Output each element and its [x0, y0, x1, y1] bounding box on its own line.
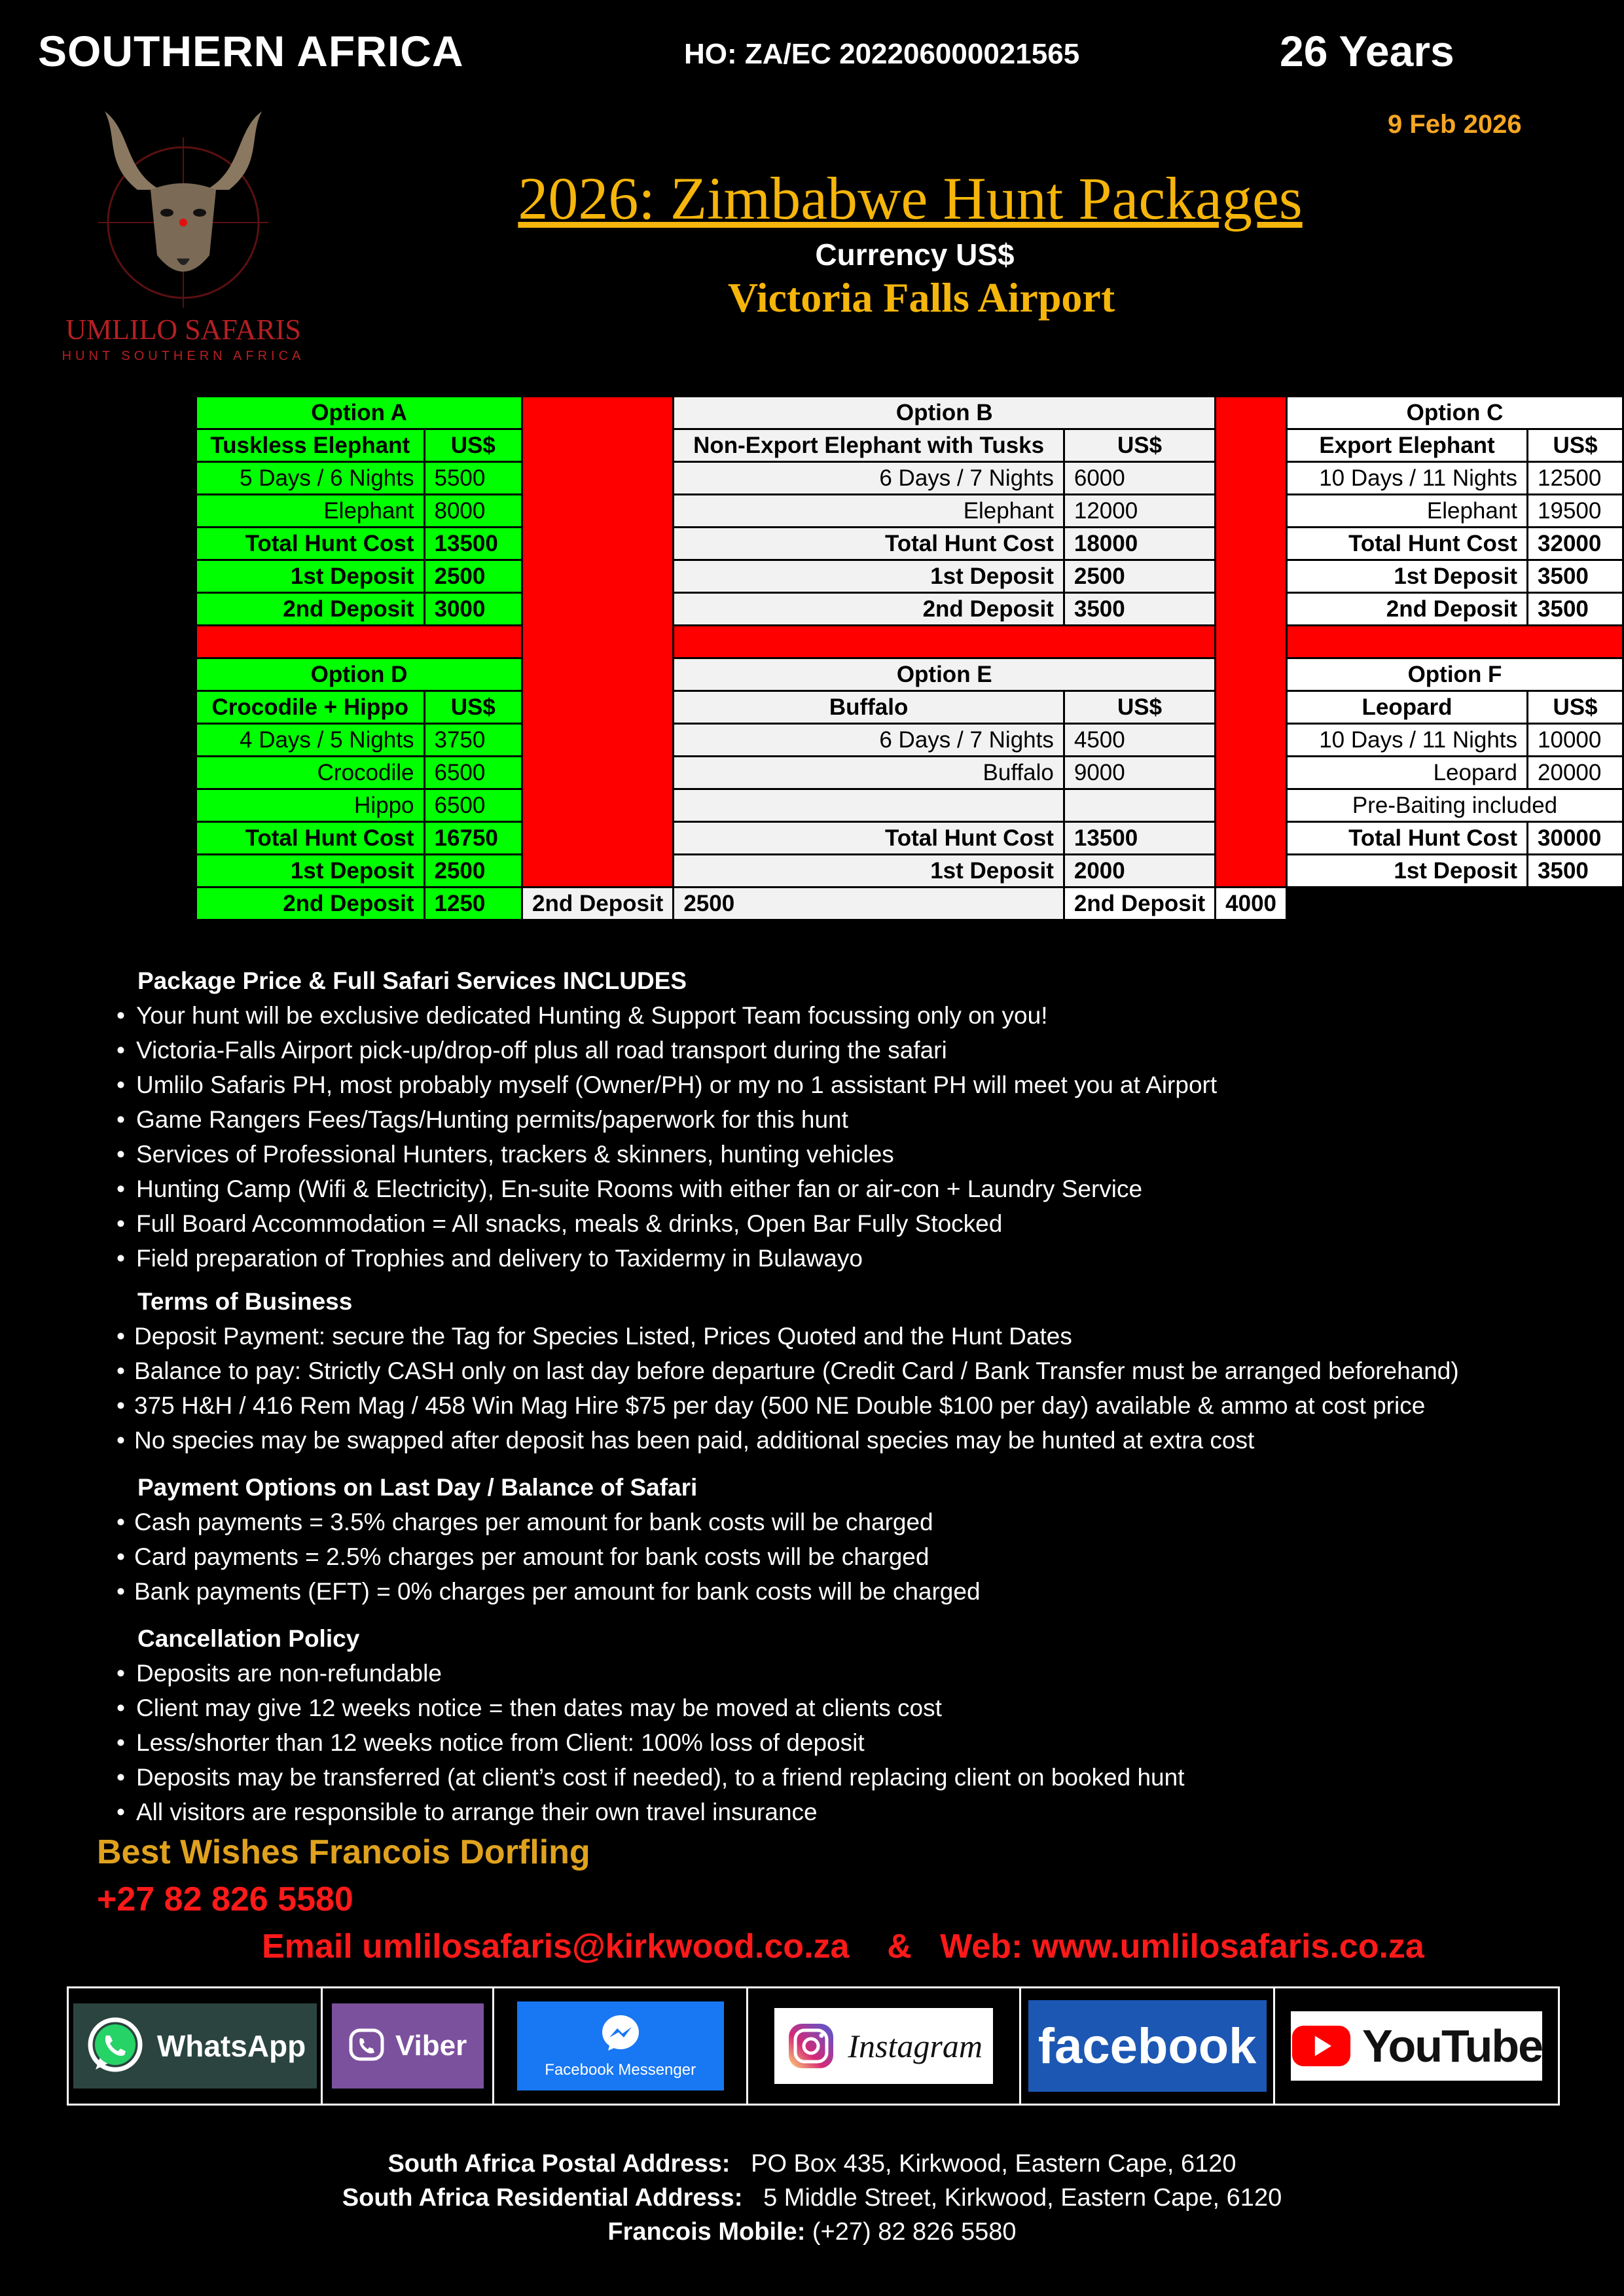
- option-e-currency: US$: [1064, 691, 1215, 724]
- youtube-label: YouTube: [1362, 2020, 1543, 2072]
- option-b-title: Option B: [674, 397, 1216, 429]
- mobile-line: [0, 2215, 1624, 2249]
- option-f-days: 10 Days / 11 Nights: [1287, 724, 1528, 757]
- cancellation-heading: Cancellation Policy: [137, 1625, 360, 1652]
- option-e-days-cost: 4500: [1064, 724, 1215, 757]
- terms-section: [39, 1284, 1610, 1458]
- youtube-play-icon: [1291, 2024, 1352, 2068]
- list-item: • Bank payments (EFT) = 0% charges per amount for bank costs will be charged: [39, 1574, 1584, 1609]
- option-d-days: 4 Days / 5 Nights: [196, 724, 425, 757]
- option-a-days-cost: 5500: [424, 462, 522, 495]
- red-spacer-row: [196, 626, 1623, 658]
- postal-value: PO Box 435, Kirkwood, Eastern Cape, 6120: [751, 2150, 1236, 2178]
- option-a-dep2-label: 2nd Deposit: [196, 593, 425, 626]
- packages-table: [195, 395, 1624, 921]
- option-b-days-cost: 6000: [1064, 462, 1215, 495]
- document-date: 9 Feb 2026: [1388, 110, 1522, 139]
- messenger-icon: [599, 2013, 642, 2056]
- list-item: • 375 H&H / 416 Rem Mag / 458 Win Mag Hire $75 per day (500 NE Double $100 per day) available & ammo at cost price: [39, 1388, 1610, 1423]
- option-d-dep2-label: 2nd Deposit: [196, 888, 425, 920]
- table-row: [196, 888, 1623, 920]
- airport-label: Victoria Falls Airport: [727, 274, 1115, 321]
- viber-cell[interactable]: [323, 1988, 494, 2104]
- ho-registration: HO: ZA/EC 202206000021565: [684, 38, 1080, 70]
- whatsapp-label: WhatsApp: [156, 2029, 306, 2063]
- option-d-days-cost: 3750: [424, 724, 522, 757]
- option-e-total-label: Total Hunt Cost: [674, 822, 1064, 855]
- option-f-title: Option F: [1287, 658, 1623, 691]
- viber-button[interactable]: [332, 2003, 484, 2089]
- list-item: • Balance to pay: Strictly CASH only on last day before departure (Credit Card / Bank Transfer must be arranged beforehand): [39, 1354, 1610, 1388]
- includes-heading: Package Price & Full Safari Services INCLUDES: [137, 967, 687, 994]
- email-web-line[interactable]: Email umlilosafaris@kirkwood.co.za & Web: www.umlilosafaris.co.za: [262, 1928, 1424, 1965]
- postal-label: South Africa Postal Address:: [388, 2150, 731, 2178]
- red-divider: [196, 626, 522, 658]
- includes-list: [39, 998, 1584, 1276]
- option-b-dep2-label: 2nd Deposit: [674, 593, 1064, 626]
- option-f-dep2: 4000: [1216, 888, 1287, 920]
- instagram-label: Instagram: [848, 2028, 983, 2064]
- signoff: Best Wishes Francois Dorfling: [97, 1833, 590, 1871]
- red-divider: [1287, 626, 1623, 658]
- years-heading: 26 Years: [1280, 27, 1454, 75]
- youtube-button[interactable]: [1291, 2011, 1542, 2081]
- list-item: • Victoria-Falls Airport pick-up/drop-off plus all road transport during the safari: [39, 1033, 1584, 1067]
- option-f-dep1-label: 1st Deposit: [1287, 855, 1528, 888]
- terms-heading: Terms of Business: [137, 1288, 353, 1315]
- option-a-days: 5 Days / 6 Nights: [196, 462, 425, 495]
- residential-label: South Africa Residential Address:: [342, 2184, 743, 2212]
- list-item: • Services of Professional Hunters, trackers & skinners, hunting vehicles: [39, 1137, 1584, 1172]
- option-b-currency: US$: [1064, 429, 1215, 462]
- option-e-dep1: 2000: [1064, 855, 1215, 888]
- option-e-days: 6 Days / 7 Nights: [674, 724, 1064, 757]
- red-divider: [522, 397, 674, 888]
- option-f-item: Leopard: [1287, 757, 1528, 789]
- option-d-dep1: 2500: [424, 855, 522, 888]
- table-row: [196, 495, 1623, 528]
- table-row: [196, 462, 1623, 495]
- table-row: [196, 822, 1623, 855]
- option-b-total-label: Total Hunt Cost: [674, 528, 1064, 560]
- option-f-item-cost: 20000: [1528, 757, 1623, 789]
- option-f-total-label: Total Hunt Cost: [1287, 822, 1528, 855]
- option-c-title: Option C: [1287, 397, 1623, 429]
- option-b-total: 18000: [1064, 528, 1215, 560]
- facebook-label: facebook: [1038, 2018, 1257, 2074]
- page-title: 2026: Zimbabwe Hunt Packages: [518, 165, 1303, 232]
- whatsapp-cell[interactable]: [69, 1988, 323, 2104]
- option-e-dep2: 2500: [674, 888, 1064, 920]
- whatsapp-icon: [84, 2015, 147, 2077]
- option-b-dep2: 3500: [1064, 593, 1215, 626]
- instagram-button[interactable]: [774, 2008, 993, 2084]
- option-a-item-cost: 8000: [424, 495, 522, 528]
- terms-list: [39, 1319, 1610, 1458]
- payment-heading: Payment Options on Last Day / Balance of Safari: [137, 1474, 698, 1501]
- option-b-item: Elephant: [674, 495, 1064, 528]
- option-d-item: Crocodile: [196, 757, 425, 789]
- option-a-total: 13500: [424, 528, 522, 560]
- option-c-item: Elephant: [1287, 495, 1528, 528]
- option-f-dep2-label: 2nd Deposit: [1064, 888, 1215, 920]
- option-b-dep1: 2500: [1064, 560, 1215, 593]
- option-e-empty: [1064, 789, 1215, 822]
- list-item: • Game Rangers Fees/Tags/Hunting permits/paperwork for this hunt: [39, 1102, 1584, 1137]
- list-item: • Card payments = 2.5% charges per amount for bank costs will be charged: [39, 1539, 1584, 1574]
- mobile-value[interactable]: (+27) 82 826 5580: [812, 2218, 1017, 2246]
- option-c-total: 32000: [1528, 528, 1623, 560]
- list-item: • Your hunt will be exclusive dedicated Hunting & Support Team focussing only on you!: [39, 998, 1584, 1033]
- viber-phone-icon: [348, 2028, 385, 2064]
- option-d-dep2: 1250: [424, 888, 522, 920]
- table-row: [196, 429, 1623, 462]
- option-e-dep2-label: 2nd Deposit: [522, 888, 674, 920]
- option-a-item: Elephant: [196, 495, 425, 528]
- option-d-species: Crocodile + Hippo: [196, 691, 425, 724]
- table-row: [196, 855, 1623, 888]
- footer-addresses: [0, 2147, 1624, 2249]
- option-c-item-cost: 19500: [1528, 495, 1623, 528]
- option-e-total: 13500: [1064, 822, 1215, 855]
- option-b-days: 6 Days / 7 Nights: [674, 462, 1064, 495]
- region-heading: SOUTHERN AFRICA: [38, 27, 464, 75]
- option-a-dep2: 3000: [424, 593, 522, 626]
- viber-label: Viber: [395, 2030, 467, 2062]
- payment-section: [39, 1470, 1584, 1609]
- option-c-currency: US$: [1528, 429, 1623, 462]
- list-item: • All visitors are responsible to arrange their own travel insurance: [39, 1795, 1584, 1829]
- option-c-days-cost: 12500: [1528, 462, 1623, 495]
- option-d-total: 16750: [424, 822, 522, 855]
- residential-address-line: [0, 2181, 1624, 2215]
- option-a-title: Option A: [196, 397, 522, 429]
- option-f-total: 30000: [1528, 822, 1623, 855]
- option-a-dep1-label: 1st Deposit: [196, 560, 425, 593]
- option-b-dep1-label: 1st Deposit: [674, 560, 1064, 593]
- red-divider: [674, 626, 1216, 658]
- option-c-dep2: 3500: [1528, 593, 1623, 626]
- option-c-total-label: Total Hunt Cost: [1287, 528, 1528, 560]
- option-e-item: Buffalo: [674, 757, 1064, 789]
- includes-section: [39, 963, 1584, 1276]
- option-b-species: Non-Export Elephant with Tusks: [674, 429, 1064, 462]
- phone-number[interactable]: +27 82 826 5580: [97, 1880, 353, 1918]
- svg-text:HUNT SOUTHERN AFRICA: HUNT SOUTHERN AFRICA: [62, 349, 305, 363]
- list-item: • Full Board Accommodation = All snacks, meals & drinks, Open Bar Fully Stocked: [39, 1206, 1584, 1241]
- list-item: • Field preparation of Trophies and delivery to Taxidermy in Bulawayo: [39, 1241, 1584, 1276]
- option-c-dep2-label: 2nd Deposit: [1287, 593, 1528, 626]
- option-c-dep1-label: 1st Deposit: [1287, 560, 1528, 593]
- payment-list: [39, 1505, 1584, 1609]
- table-row: [196, 789, 1623, 822]
- option-e-dep1-label: 1st Deposit: [674, 855, 1064, 888]
- facebook-button[interactable]: [1028, 2000, 1267, 2092]
- option-f-species: Leopard: [1287, 691, 1528, 724]
- instagram-cell[interactable]: [748, 1988, 1021, 2104]
- currency-label: Currency US$: [815, 238, 1015, 272]
- option-c-days: 10 Days / 11 Nights: [1287, 462, 1528, 495]
- list-item: • Client may give 12 weeks notice = then dates may be moved at clients cost: [39, 1691, 1584, 1725]
- option-c-species: Export Elephant: [1287, 429, 1528, 462]
- cancellation-list: [39, 1656, 1584, 1829]
- list-item: • Less/shorter than 12 weeks notice from Client: 100% loss of deposit: [39, 1725, 1584, 1760]
- option-d-total-label: Total Hunt Cost: [196, 822, 425, 855]
- option-f-dep1: 3500: [1528, 855, 1623, 888]
- social-links: [67, 1986, 1560, 2106]
- list-item: • Umlilo Safaris PH, most probably myself (Owner/PH) or my no 1 assistant PH will meet you at Airport: [39, 1067, 1584, 1102]
- messenger-cell[interactable]: [494, 1988, 748, 2104]
- option-b-item-cost: 12000: [1064, 495, 1215, 528]
- messenger-button[interactable]: [517, 2001, 724, 2090]
- mobile-label: Francois Mobile:: [607, 2218, 806, 2246]
- option-d-item-cost: 6500: [424, 757, 522, 789]
- table-row: [196, 658, 1623, 691]
- list-item: • Deposits are non-refundable: [39, 1656, 1584, 1691]
- option-f-days-cost: 10000: [1528, 724, 1623, 757]
- list-item: • Hunting Camp (Wifi & Electricity), En-suite Rooms with either fan or air-con + Laundry Service: [39, 1172, 1584, 1206]
- option-f-currency: US$: [1528, 691, 1623, 724]
- cancellation-section: [39, 1621, 1584, 1829]
- option-a-species: Tuskless Elephant: [196, 429, 425, 462]
- table-row: [196, 593, 1623, 626]
- list-item: • Deposit Payment: secure the Tag for Species Listed, Prices Quoted and the Hunt Dates: [39, 1319, 1610, 1354]
- option-f-note: Pre-Baiting included: [1287, 789, 1623, 822]
- option-d-item2: Hippo: [196, 789, 425, 822]
- table-row: [196, 691, 1623, 724]
- table-row: [196, 397, 1623, 429]
- table-row: [196, 724, 1623, 757]
- option-d-title: Option D: [196, 658, 522, 691]
- instagram-icon: [785, 2020, 837, 2072]
- option-a-total-label: Total Hunt Cost: [196, 528, 425, 560]
- option-c-dep1: 3500: [1528, 560, 1623, 593]
- option-e-empty: [674, 789, 1064, 822]
- option-a-currency: US$: [424, 429, 522, 462]
- table-row: [196, 757, 1623, 789]
- table-row: [196, 560, 1623, 593]
- residential-value: 5 Middle Street, Kirkwood, Eastern Cape, 6120: [763, 2184, 1282, 2212]
- list-item: • Deposits may be transferred (at client’s cost if needed), to a friend replacing client on booked hunt: [39, 1760, 1584, 1795]
- option-d-currency: US$: [424, 691, 522, 724]
- postal-address-line: [0, 2147, 1624, 2181]
- option-a-dep1: 2500: [424, 560, 522, 593]
- svg-text:UMLILO SAFARIS: UMLILO SAFARIS: [65, 314, 301, 346]
- option-e-title: Option E: [674, 658, 1216, 691]
- option-d-dep1-label: 1st Deposit: [196, 855, 425, 888]
- red-divider: [1216, 397, 1287, 888]
- option-d-item2-cost: 6500: [424, 789, 522, 822]
- facebook-cell[interactable]: [1021, 1988, 1275, 2104]
- messenger-label: Facebook Messenger: [545, 2061, 696, 2079]
- youtube-cell[interactable]: [1275, 1988, 1558, 2104]
- table-row: [196, 528, 1623, 560]
- option-e-item-cost: 9000: [1064, 757, 1215, 789]
- list-item: • Cash payments = 3.5% charges per amount for bank costs will be charged: [39, 1505, 1584, 1539]
- list-item: • No species may be swapped after deposit has been paid, additional species may be hunted at extra cost: [39, 1423, 1610, 1458]
- option-e-species: Buffalo: [674, 691, 1064, 724]
- whatsapp-button[interactable]: [73, 2003, 317, 2089]
